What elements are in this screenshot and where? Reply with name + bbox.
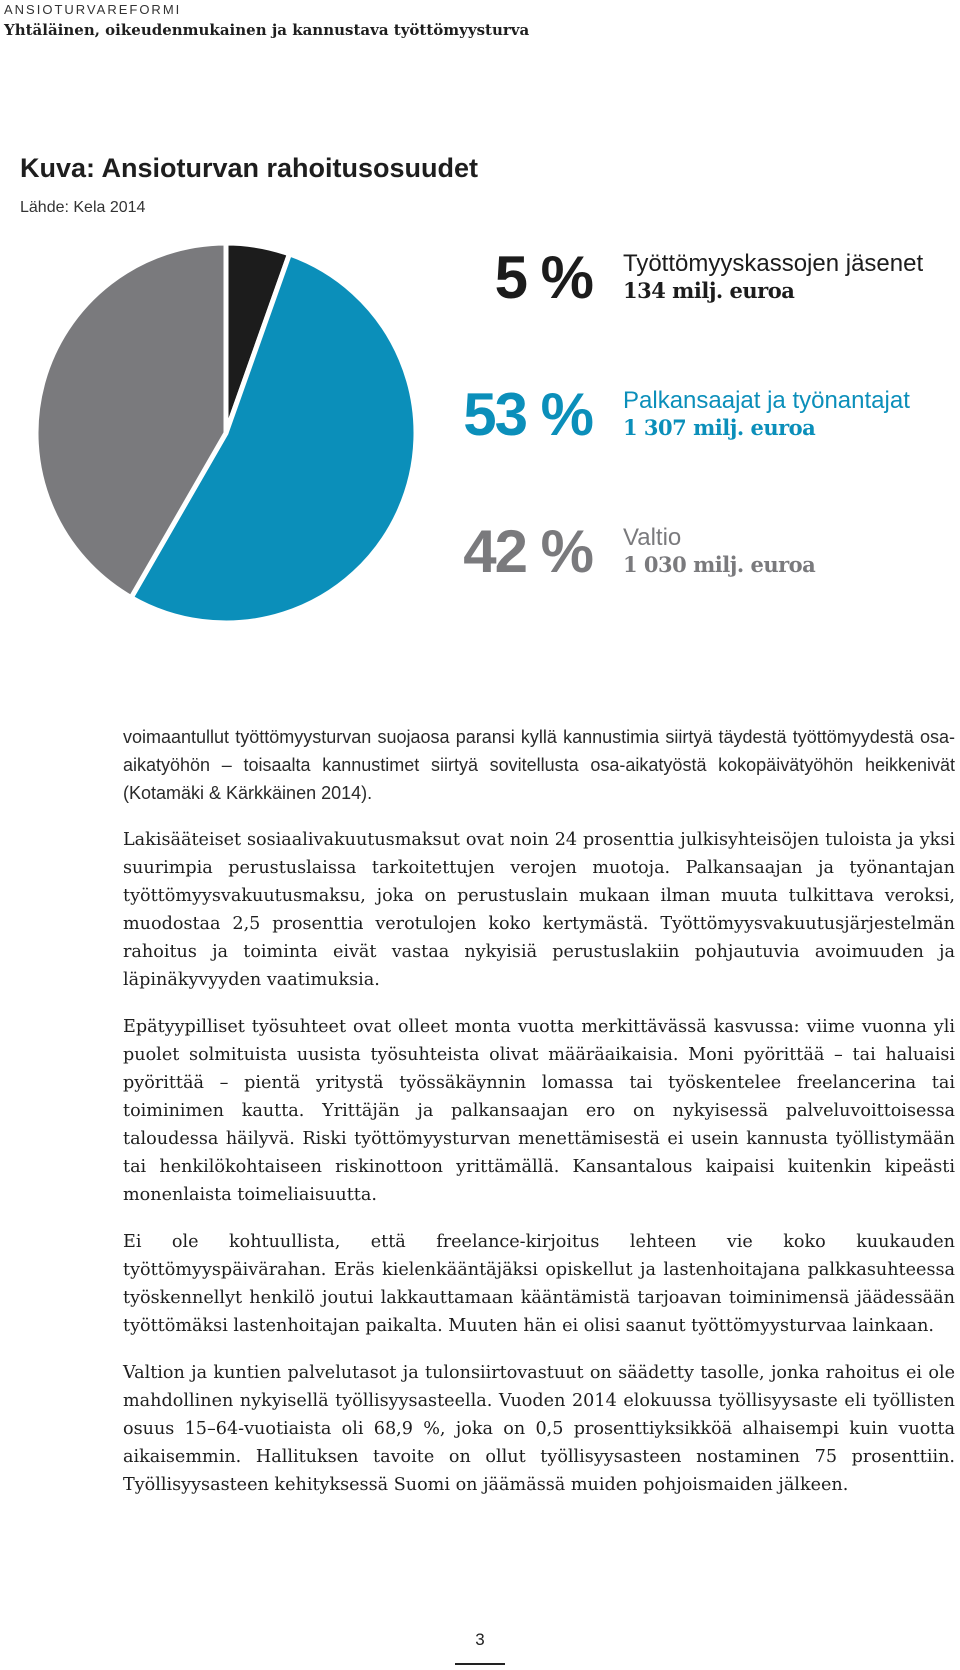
paragraph: Lakisääteiset sosiaalivakuutusmaksut ovat noin 24 prosenttia julkisyhteisöjen tuloista ja yksi suurimpia perustuslaissa tarkoitettujen verojen muotoja. Palkansaajan ja työnantajan työttömyysvakuutusmaksu, joka on perustuslain mukaan ilman muuta tulkittava veroksi, muodostaa 2,5 prosenttia verotulojen koko kertymästä. Työttömyysvakuutusjärjestelmän rahoitus ja toiminta eivät vastaa nykyisiä perustuslakiin pohjautuvia avoimuuden ja läpinäkyvyyden vaatimuksia. [123,830,955,990]
legend-amount: 1 307 milj. euroa [623,415,816,440]
legend-label: Valtio [623,524,682,551]
paragraph: Valtion ja kuntien palvelutasot ja tulonsiirtovastuut on säädetty tasolle, jonka rahoitus ei ole mahdollinen nykyisellä työllisyysasteella. Vuoden 2014 elokuussa työllisyysaste eli työllisten osuus 15–64-vuotiaista oli 68,9 %, joka on 0,5 prosenttiyksikköä alhaisempi kuin vuotta aikaisemmin. Hallituksen tavoite on ollut työllisyysasteen nostaminen 75 prosenttiin. Työllisyysasteen kehityksessä Suomi on jäämässä muiden pohjoismaiden jälkeen. [123,1363,955,1495]
legend-amount: 134 milj. euroa [623,278,795,303]
body-text [123,723,955,1518]
legend-label: Työttömyyskassojen jäsenet [623,250,924,277]
paragraph: Ei ole kohtuullista, että freelance-kirjoitus lehteen vie koko kuukauden työttömyyspäivärahan. Eräs kielenkääntäjäksi opiskellut ja lastenhoitajana palkkasuhteessa työskennellyt henkilö joutui lakkauttamaan kääntämistä tarjoavan toiminimensä jäädessään työttömäksi lastenhoitajan paikalta. Muuten hän ei olisi saanut työttömyysturvaa lainkaan. [123,1232,955,1336]
figure-title: Kuva: Ansioturvan rahoitusosuudet [20,153,479,183]
legend-row-employers [440,382,950,452]
legend-percent: 53 % [463,381,592,448]
paragraph: Epätyypilliset työsuhteet ovat olleet monta vuotta merkittävässä kasvussa: viime vuonna yli puolet solmituista uusista työsuhteista olivat määräaikaisia. Moni pyörittää – tai haluaisi pyörittää – pientä yritystä työssäkäynnin lomassa tai työskentelee freelancerina tai toiminimen kautta. Yrittäjän ja palkansaajan ero on nykyisessä palveluvoittoisessa taloudessa häilyvä. Riski työttömyysturvan menettämisestä ei usein kannusta työllistymään tai henkilökohtaiseen riskinottoon yrittämällä. Kansantalous kaipaisi kuitenkin kipeästi monenlaista toimeliaisuutta. [123,1017,955,1205]
paragraph: voimaantullut työttömyysturvan suojaosa paransi kyllä kannustimia siirtyä täydestä työttömyydestä osa-aikatyöhön – toisaalta kannustimet siirtyä sovitellusta osa-aikatyöstä kokopäivätyöhön heikkenivät (Kotamäki & Kärkkäinen 2014). [123,727,955,803]
pie-chart [30,237,422,629]
legend-percent: 42 % [463,518,592,585]
legend-label: Palkansaajat ja työnantajat [623,387,910,414]
legend-row-members [440,245,950,315]
legend-amount: 1 030 milj. euroa [623,552,816,577]
footer-rule [455,1663,505,1665]
figure-source: Lähde: Kela 2014 [20,199,146,216]
legend-percent: 5 % [494,244,592,311]
page-number: 3 [475,1630,485,1649]
section-kicker: ANSIOTURVAREFORMI [4,2,182,17]
legend-row-state [440,519,950,589]
running-header-title: Yhtäläinen, oikeudenmukainen ja kannustava työttömyysturva [4,21,530,39]
